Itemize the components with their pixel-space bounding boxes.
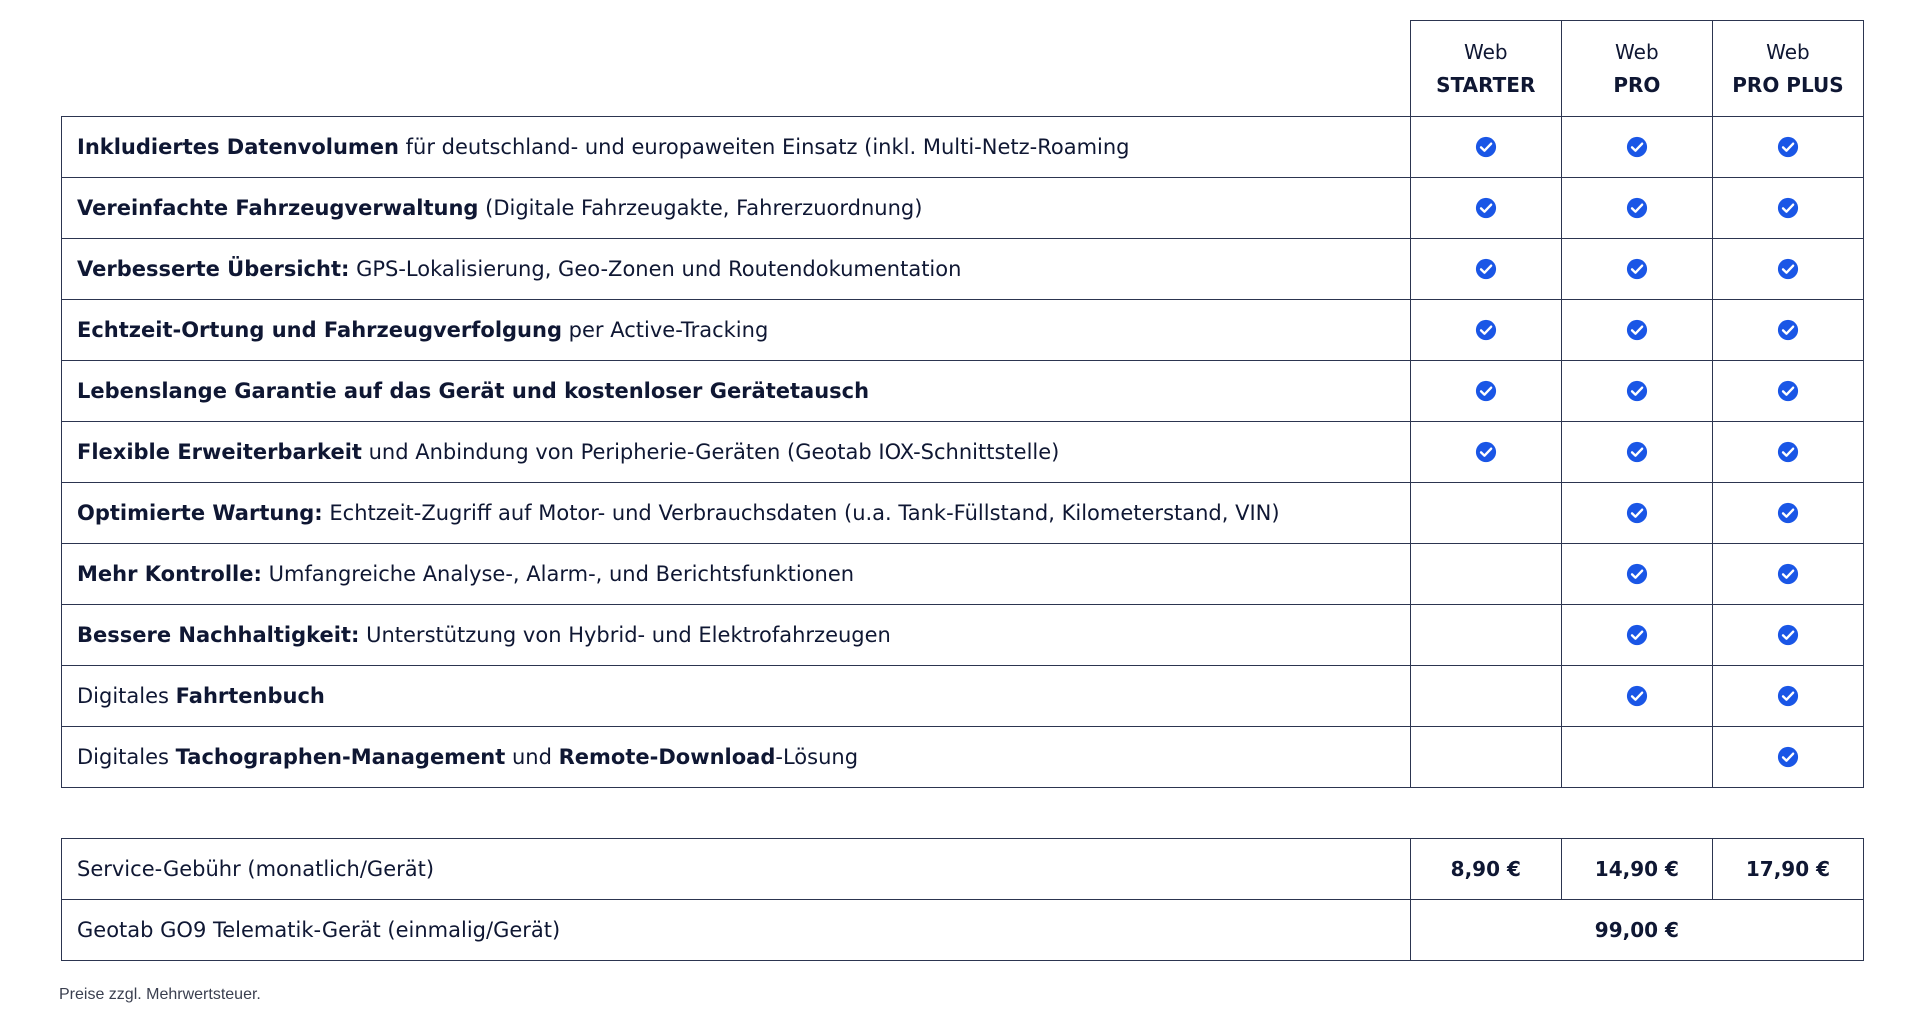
feature-comparison-table [61, 20, 1864, 788]
feature-cell-pro-plus [1712, 117, 1863, 178]
check-circle-icon [1475, 319, 1497, 341]
feature-cell-pro-plus [1712, 483, 1863, 544]
feature-cell-starter [1410, 666, 1561, 727]
check-circle-icon [1626, 441, 1648, 463]
feature-cell-pro-plus [1712, 422, 1863, 483]
feature-cell-starter [1410, 300, 1561, 361]
feature-cell-pro [1561, 544, 1712, 605]
feature-text-bold: Verbesserte Übersicht: [77, 257, 350, 281]
check-circle-icon [1777, 197, 1799, 219]
feature-text: Digitales [77, 745, 176, 769]
feature-cell-starter [1410, 178, 1561, 239]
check-circle-icon [1626, 197, 1648, 219]
feature-text: Umfangreiche Analyse-, Alarm-, und Berichtsfunktionen [261, 562, 855, 586]
check-circle-icon [1777, 502, 1799, 524]
check-circle-icon [1777, 380, 1799, 402]
feature-cell-pro [1561, 605, 1712, 666]
feature-text: (Digitale Fahrzeugakte, Fahrerzuordnung) [478, 196, 923, 220]
feature-cell-pro-plus [1712, 605, 1863, 666]
feature-text-bold: Lebenslange Garantie auf das Gerät und kostenloser Gerätetausch [77, 379, 870, 403]
feature-row [62, 544, 1864, 605]
feature-text-bold: Flexible Erweiterbarkeit [77, 440, 362, 464]
feature-text: Digitales [77, 684, 176, 708]
check-circle-icon [1475, 136, 1497, 158]
plan-name: PRO PLUS [1732, 72, 1844, 97]
feature-text-bold: Remote-Download [558, 745, 776, 769]
header-blank-cell [62, 21, 1411, 117]
vat-footnote: Preise zzgl. Mehrwertsteuer. [59, 986, 261, 1003]
feature-description [62, 361, 1411, 422]
check-circle-icon [1777, 746, 1799, 768]
feature-description [62, 483, 1411, 544]
feature-cell-starter [1410, 361, 1561, 422]
feature-text-bold: Bessere Nachhaltigkeit: [77, 623, 360, 647]
feature-cell-pro-plus [1712, 727, 1863, 788]
feature-row [62, 666, 1864, 727]
check-circle-icon [1777, 441, 1799, 463]
feature-cell-pro [1561, 300, 1712, 361]
feature-cell-starter [1410, 483, 1561, 544]
feature-cell-pro-plus [1712, 544, 1863, 605]
feature-cell-pro [1561, 727, 1712, 788]
feature-text-bold: Optimierte Wartung: [77, 501, 323, 525]
service-fee-row [62, 839, 1864, 900]
service-fee-label: Service-Gebühr (monatlich/Gerät) [62, 839, 1411, 900]
check-circle-icon [1475, 380, 1497, 402]
check-circle-icon [1777, 563, 1799, 585]
feature-cell-pro-plus [1712, 300, 1863, 361]
price-starter: 8,90 € [1410, 839, 1561, 900]
feature-row [62, 117, 1864, 178]
feature-cell-pro [1561, 361, 1712, 422]
feature-cell-starter [1410, 239, 1561, 300]
plan-header-starter [1410, 21, 1561, 117]
feature-text-bold: Echtzeit-Ortung und Fahrzeugverfolgung [77, 318, 562, 342]
feature-cell-starter [1410, 544, 1561, 605]
feature-cell-pro-plus [1712, 666, 1863, 727]
feature-description [62, 300, 1411, 361]
feature-text: per Active-Tracking [562, 318, 769, 342]
plan-name: PRO [1613, 72, 1661, 97]
check-circle-icon [1475, 441, 1497, 463]
plan-prefix: Web [1766, 39, 1810, 64]
feature-text: und [505, 745, 559, 769]
feature-cell-starter [1410, 605, 1561, 666]
price-pro-plus: 17,90 € [1712, 839, 1863, 900]
feature-text: Echtzeit-Zugriff auf Motor- und Verbrauchsdaten (u.a. Tank-Füllstand, Kilometerstand, VIN) [322, 501, 1280, 525]
feature-description [62, 727, 1411, 788]
feature-cell-pro-plus [1712, 178, 1863, 239]
feature-description [62, 666, 1411, 727]
check-circle-icon [1777, 685, 1799, 707]
plan-header-row [62, 21, 1864, 117]
feature-text: und Anbindung von Peripherie-Geräten (Geotab IOX-Schnittstelle) [361, 440, 1060, 464]
pricing-table [61, 838, 1864, 961]
price-pro: 14,90 € [1561, 839, 1712, 900]
feature-text: -Lösung [775, 745, 859, 769]
plan-header-pro [1561, 21, 1712, 117]
check-circle-icon [1626, 136, 1648, 158]
feature-row [62, 361, 1864, 422]
check-circle-icon [1777, 136, 1799, 158]
feature-text-bold: Tachographen-Management [175, 745, 506, 769]
feature-description [62, 422, 1411, 483]
feature-description [62, 544, 1411, 605]
device-price-label: Geotab GO9 Telematik-Gerät (einmalig/Gerät) [62, 900, 1411, 961]
check-circle-icon [1626, 624, 1648, 646]
check-circle-icon [1626, 563, 1648, 585]
feature-text: GPS-Lokalisierung, Geo-Zonen und Routendokumentation [349, 257, 962, 281]
check-circle-icon [1626, 380, 1648, 402]
feature-cell-pro [1561, 422, 1712, 483]
feature-row [62, 727, 1864, 788]
check-circle-icon [1475, 197, 1497, 219]
feature-cell-pro [1561, 117, 1712, 178]
check-circle-icon [1777, 624, 1799, 646]
feature-cell-pro [1561, 239, 1712, 300]
feature-cell-pro [1561, 483, 1712, 544]
plan-name: STARTER [1436, 72, 1536, 97]
feature-cell-starter [1410, 727, 1561, 788]
feature-description [62, 239, 1411, 300]
feature-cell-pro-plus [1712, 361, 1863, 422]
feature-cell-pro [1561, 666, 1712, 727]
feature-cell-pro [1561, 178, 1712, 239]
feature-row [62, 422, 1864, 483]
feature-description [62, 605, 1411, 666]
check-circle-icon [1475, 258, 1497, 280]
feature-row [62, 605, 1864, 666]
check-circle-icon [1777, 258, 1799, 280]
feature-text-bold: Mehr Kontrolle: [77, 562, 262, 586]
feature-cell-starter [1410, 422, 1561, 483]
plan-prefix: Web [1615, 39, 1659, 64]
feature-cell-pro-plus [1712, 239, 1863, 300]
device-price-value: 99,00 € [1410, 900, 1863, 961]
feature-row [62, 239, 1864, 300]
plan-prefix: Web [1463, 39, 1508, 64]
check-circle-icon [1626, 685, 1648, 707]
check-circle-icon [1777, 319, 1799, 341]
check-circle-icon [1626, 502, 1648, 524]
feature-text-bold: Vereinfachte Fahrzeugverwaltung [77, 196, 479, 220]
feature-row [62, 178, 1864, 239]
feature-row [62, 300, 1864, 361]
feature-description [62, 117, 1411, 178]
feature-row [62, 483, 1864, 544]
feature-text-bold: Inkludiertes Datenvolumen [77, 135, 399, 159]
feature-text-bold: Fahrtenbuch [175, 684, 325, 708]
check-circle-icon [1626, 258, 1648, 280]
feature-text: Unterstützung von Hybrid- und Elektrofahrzeugen [359, 623, 891, 647]
check-circle-icon [1626, 319, 1648, 341]
feature-cell-starter [1410, 117, 1561, 178]
feature-description [62, 178, 1411, 239]
device-price-row [62, 900, 1864, 961]
plan-header-pro-plus [1712, 21, 1863, 117]
feature-text: für deutschland- und europaweiten Einsatz (inkl. Multi-Netz-Roaming [398, 135, 1130, 159]
